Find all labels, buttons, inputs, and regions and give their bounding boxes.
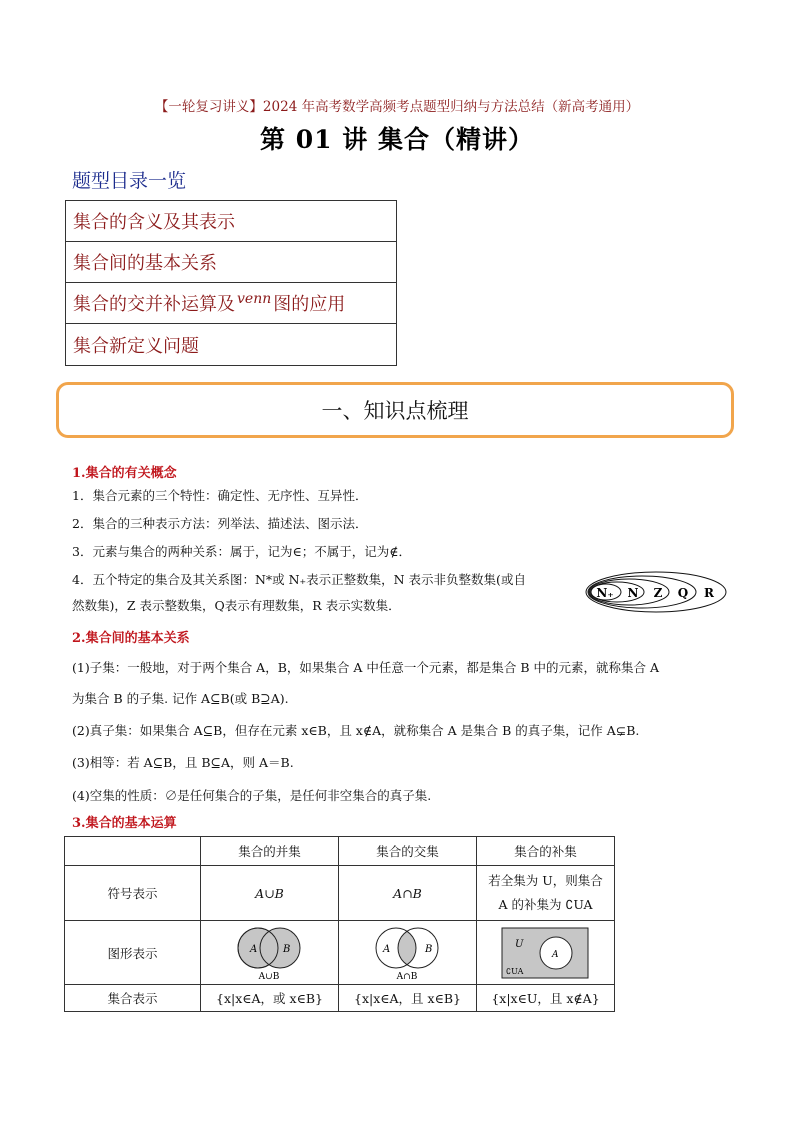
toc-box [65,200,397,366]
complement-label-a: A [551,949,558,960]
toc-item-4[interactable] [66,324,396,365]
set-operations-table [64,836,615,1012]
toc-item-1[interactable] [66,201,396,242]
union-label-a: A [249,943,257,955]
toc-item-3-label-post: 图的应用 [273,294,346,315]
section-banner: 一、知识点梳理 [56,382,734,438]
page-title: 第 01 讲 集合（精讲） [260,125,534,154]
complement-description-line-2: A 的补集为 ∁UA [498,897,593,912]
row-label-symbol: 符号表示 [65,866,201,921]
s2-para-1b: 为集合 B 的子集. 记作 A⊆B(或 B⊇A). [72,691,289,706]
intersection-label-a: A [382,943,390,955]
venn-label-q: Q [677,586,689,600]
table-header-union: 集合的并集 [201,837,339,866]
complement-description-line-1: 若全集为 U，则集合 [488,873,603,888]
table-header-complement: 集合的补集 [477,837,615,866]
intersection-venn-diagram [368,924,448,982]
s1-para-2: 2．集合的三种表示方法：列举法、描述法、图示法． [72,516,368,531]
row-label-figure: 图形表示 [65,921,201,985]
toc-item-3-label-pre: 集合的交并补运算及 [73,294,235,315]
complement-caption: ∁UA [505,966,523,976]
section-1-title: 1.集合的有关概念 [72,466,177,481]
toc-item-2[interactable] [66,242,396,283]
s2-para-3: (3)相等：若 A⊆B，且 B⊆A，则 A＝B. [72,755,294,770]
toc-item-3-venn: venn [237,291,272,307]
header-line: 【一轮复习讲义】2024 年高考数学高频考点题型归纳与方法总结（新高考通用） [154,99,640,115]
venn-label-z: Z [653,586,663,600]
section-2-title: 2.集合间的基本关系 [72,631,190,646]
toc-item-4-label: 集合新定义问题 [73,335,199,357]
intersection-caption: A∩B [396,971,417,982]
complement-label-u: U [514,938,523,950]
intersection-set-notation: {x|x∈A，且 x∈B} [339,985,477,1012]
complement-set-notation: {x|x∈U，且 x∉A} [477,985,615,1012]
s1-para-4a: 4．五个特定的集合及其关系图：N*或 N₊表示正整数集，N 表示非负整数集(或自 [72,572,526,587]
complement-description [477,866,615,921]
s1-para-1: 1．集合元素的三个特性：确定性、无序性、互异性． [72,488,368,503]
union-diagram-cell [201,921,339,985]
number-sets-venn-diagram [585,570,727,614]
s2-para-4: (4)空集的性质：∅是任何集合的子集，是任何非空集合的真子集. [72,788,432,803]
complement-diagram-cell [477,921,615,985]
union-set-notation: {x|x∈A，或 x∈B} [201,985,339,1012]
s2-para-2: (2)真子集：如果集合 A⊆B，但存在元素 x∈B，且 x∉A，就称集合 A 是集合 B 的真子集，记作 A⊊B. [72,723,640,738]
s1-para-3: 3．元素与集合的两种关系：属于，记为∈；不属于，记为∉． [72,544,411,559]
toc-heading: 题型目录一览 [72,170,187,192]
union-label-b: B [282,943,290,955]
intersection-label-b: B [424,943,432,955]
union-caption: A∪B [258,971,279,982]
section-3-title: 3.集合的基本运算 [72,816,177,831]
union-venn-diagram [230,924,310,982]
toc-item-1-label: 集合的含义及其表示 [73,212,235,233]
row-label-set: 集合表示 [65,985,201,1012]
table-header-intersection: 集合的交集 [339,837,477,866]
complement-venn-diagram [500,926,592,980]
s1-para-4b: 然数集)，Z 表示整数集，Q表示有理数集，R 表示实数集． [72,598,401,613]
s2-para-1a: (1)子集：一般地，对于两个集合 A，B，如果集合 A 中任意一个元素，都是集合 B 中的元素，就称集合 A [72,660,660,675]
intersection-symbol: A∩B [339,866,477,921]
table-header-empty [65,837,201,866]
intersection-diagram-cell [339,921,477,985]
venn-label-n-plus: N₊ [596,586,614,600]
toc-item-2-label: 集合间的基本关系 [73,253,217,274]
venn-label-n: N [627,586,639,600]
union-symbol: A∪B [201,866,339,921]
venn-label-r: R [704,586,714,600]
toc-item-3[interactable] [66,283,396,324]
